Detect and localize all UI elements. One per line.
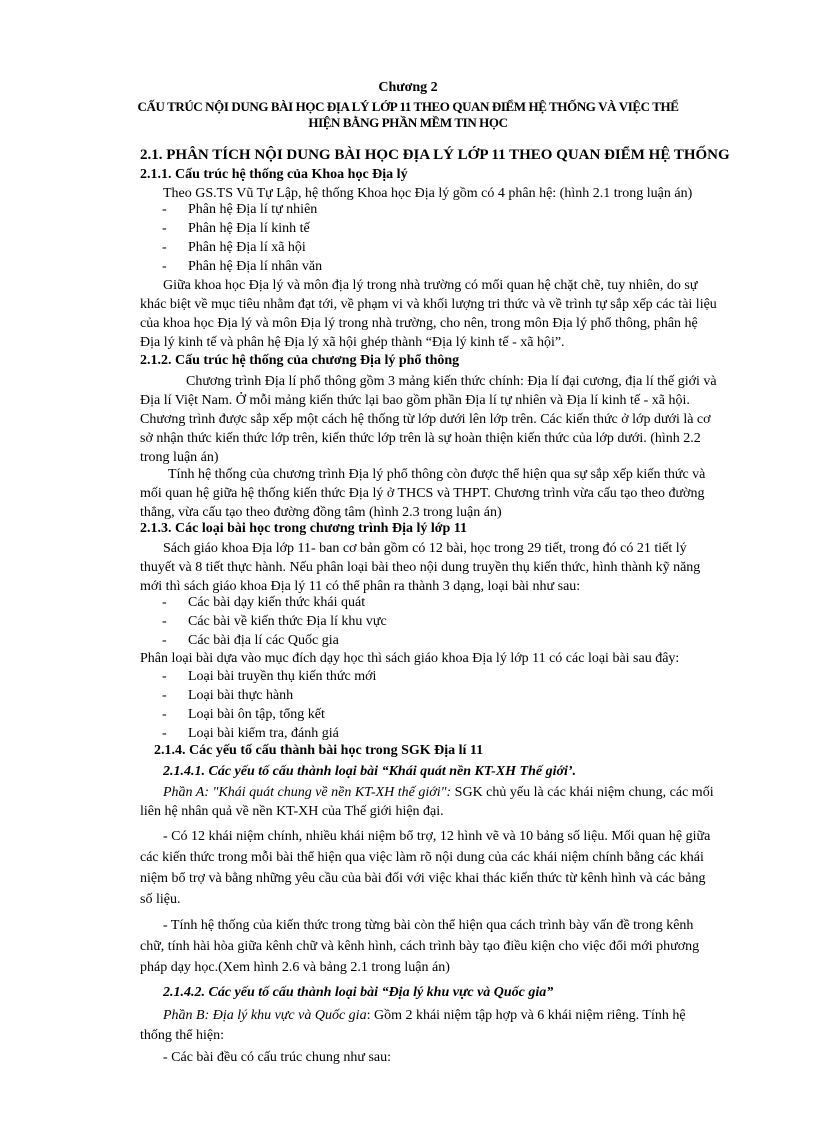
list-item: - Loại bài truyền thụ kiến thức mới <box>162 669 377 684</box>
section-2-1-4-heading: 2.1.4. Các yếu tố cấu thành bài học trong SGK Địa lí 11 <box>154 743 484 758</box>
chapter-title-line-1: CẤU TRÚC NỘI DUNG BÀI HỌC ĐỊA LÝ LỚP 11 THEO QUAN ĐIỂM HỆ THỐNG VÀ VIỆC THỂ <box>137 99 679 114</box>
chapter-title-line-2: HIỆN BẰNG PHẦN MỀM TIN HỌC <box>308 115 508 130</box>
paragraph: Giữa khoa học Địa lý và môn địa lý trong nhà trường có mối quan hệ chặt chẽ, tuy nhiên, do sự khác biệt về mục tiêu nhằm đạt tới, về phạm vi và khối lượng tri thức và về trình tự sắp xếp các tài liệu của khoa học Địa lý và môn Địa lý trong nhà trường, cho nên, trong môn Địa lý phổ thông, phân hệ Địa lý kinh tế và phân hệ Địa lý xã hội ghép thành “Địa lý kinh tế - xã hội”. <box>140 278 717 350</box>
bullet-list <box>162 200 662 276</box>
paragraph: - Tính hệ thống của kiến thức trong từng bài còn thể hiện qua cách trình bày vấn đề trong kênh chữ, tính hài hòa giữa kênh chữ và kênh hình, cách trình bày tạo điều kiện cho việc đổi mới phương pháp dạy học.(Xem hình 2.6 và bảng 2.1 trong luận án) <box>140 918 700 975</box>
section-2-1-2-heading: 2.1.2. Cấu trúc hệ thống của chương Địa lý phổ thông <box>140 353 460 368</box>
list-item: - Phân hệ Địa lí xã hội <box>162 240 306 255</box>
bullet-list <box>162 667 662 743</box>
section-2-1-1-heading: 2.1.1. Cấu trúc hệ thống của Khoa học Địa lý <box>140 167 408 182</box>
list-item: - Phân hệ Địa lí kinh tế <box>162 221 310 236</box>
part-a-line-1: Phần A: "Khái quát chung về nền KT-XH thế giới": SGK chủ yếu là các khái niệm chung, các mối <box>163 785 714 800</box>
part-b-line-2: thống thể hiện: <box>140 1028 224 1043</box>
part-a-line-2: liên hệ nhân quả về nền KT-XH của Thế giới hiện đại. <box>140 804 444 819</box>
list-item: - Các bài về kiến thức Địa lí khu vực <box>162 614 387 629</box>
paragraph: Sách giáo khoa Địa lớp 11- ban cơ bản gồm có 12 bài, học trong 29 tiết, trong đó có 21 tiết lý thuyết và 8 tiết thực hành. Nếu phân loại bài theo nội dung truyền thụ kiến thức, hình thành kỹ năng mới thì sách giáo khoa Địa lý 11 có thể phân ra thành 3 dạng, loại bài như sau: <box>140 541 701 594</box>
paragraph: Chương trình Địa lí phổ thông gồm 3 mảng kiến thức chính: Địa lí đại cương, địa lí thế giới và Địa lí Việt Nam. Ở mỗi mảng kiến thức lại bao gồm phần Địa lí tự nhiên và Địa lí kinh tế - xã hội. Chương trình được sắp xếp một cách hệ thống từ lớp dưới lên lớp trên. Các kiến thức ở lớp dưới là cơ sở nhận thức kiến thức lớp trên, kiến thức lớp trên là sự hoàn thiện kiến thức của lớp dưới. (hình 2.2 trong luận án) <box>140 374 717 465</box>
section-2-1-4-2-heading: 2.1.4.2. Các yếu tố cấu thành loại bài “Địa lý khu vực và Quốc gia” <box>163 985 554 1000</box>
part-b-line-3: - Các bài đều có cấu trúc chung như sau: <box>163 1050 392 1065</box>
chapter-label: Chương 2 <box>378 80 438 95</box>
list-item: - Phân hệ Địa lí nhân văn <box>162 259 323 274</box>
section-2-1-1-intro: Theo GS.TS Vũ Tự Lập, hệ thống Khoa học Địa lý gồm có 4 phân hệ: (hình 2.1 trong luận án) <box>163 186 693 201</box>
list-item: - Loại bài kiểm tra, đánh giá <box>162 726 339 741</box>
paragraph: Phân loại bài dựa vào mục đích dạy học thì sách giáo khoa Địa lý lớp 11 có các loại bài sau đây: <box>140 651 680 666</box>
paragraph: - Có 12 khái niệm chính, nhiều khái niệm bổ trợ, 12 hình vẽ và 10 bảng số liệu. Mối quan hệ giữa các kiến thức trong mỗi bài thể hiện qua việc làm rõ nội dung của các khái niệm chính bằng các khái niệm bổ trợ và bằng những yêu cầu của bài đối với việc khai thác kiến thức từ kênh hình và các bảng số liệu. <box>140 829 711 907</box>
paragraph: Tính hệ thống của chương trình Địa lý phổ thông còn được thể hiện qua sự sắp xếp kiến thức và mối quan hệ giữa hệ thống kiến thức Địa lý ở THCS và THPT. Chương trình vừa cấu tạo theo đường thẳng, vừa cấu tạo theo đường đồng tâm (hình 2.3 trong luận án) <box>140 467 706 520</box>
section-2-1-3-heading: 2.1.3. Các loại bài học trong chương trình Địa lý lớp 11 <box>140 521 468 536</box>
section-2-1-heading: 2.1. PHÂN TÍCH NỘI DUNG BÀI HỌC ĐỊA LÝ LỚP 11 THEO QUAN ĐIỂM HỆ THỐNG <box>140 147 730 163</box>
bullet-list <box>162 593 662 650</box>
part-b-line-1: Phần B: Địa lý khu vực và Quốc gia: Gồm 2 khái niệm tập hợp và 6 khái niệm riêng. Tính hệ <box>163 1008 686 1023</box>
list-item: - Các bài dạy kiến thức khái quát <box>162 595 366 610</box>
list-item: - Loại bài ôn tập, tổng kết <box>162 707 325 722</box>
list-item: - Các bài địa lí các Quốc gia <box>162 633 339 648</box>
list-item: - Loại bài thực hành <box>162 688 294 703</box>
section-2-1-4-1-heading: 2.1.4.1. Các yếu tố cấu thành loại bài “Khái quát nền KT-XH Thế giới’. <box>163 764 577 779</box>
list-item: - Phân hệ Địa lí tự nhiên <box>162 202 318 217</box>
